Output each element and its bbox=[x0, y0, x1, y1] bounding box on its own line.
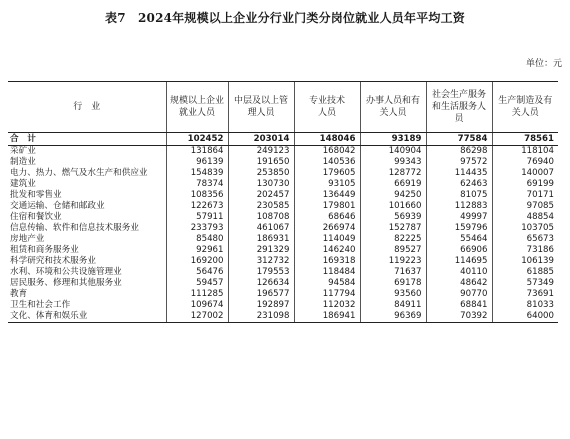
industry-cell: 住宿和餐饮业 bbox=[10, 212, 62, 222]
industry-cell: 科学研究和技术服务业 bbox=[10, 256, 96, 266]
table-row bbox=[8, 267, 558, 278]
technicians-cell: 266974 bbox=[294, 223, 360, 234]
production-workers-cell: 81033 bbox=[492, 300, 558, 311]
clerks-cell: 119223 bbox=[360, 256, 426, 267]
production-workers-cell: 103705 bbox=[492, 223, 558, 234]
production-workers-cell: 70171 bbox=[492, 190, 558, 201]
all-employees-cell: 169200 bbox=[166, 256, 228, 267]
clerks-cell: 99343 bbox=[360, 157, 426, 168]
header-technicians: 专业技术人员 bbox=[294, 82, 360, 133]
all-employees-cell: 92961 bbox=[166, 245, 228, 256]
production-workers-cell: 97085 bbox=[492, 201, 558, 212]
industry-cell: 批发和零售业 bbox=[10, 190, 62, 200]
industry-cell: 租赁和商务服务业 bbox=[10, 245, 79, 255]
industry-cell: 采矿业 bbox=[10, 146, 36, 156]
clerks-cell: 82225 bbox=[360, 234, 426, 245]
header-managers: 中层及以上管理人员 bbox=[228, 82, 294, 133]
table-row bbox=[8, 278, 558, 289]
clerks-cell: 89527 bbox=[360, 245, 426, 256]
header-service-workers: 社会生产服务和生活服务人员 bbox=[426, 82, 492, 133]
managers-cell: 191650 bbox=[228, 157, 294, 168]
production-workers-cell: 73186 bbox=[492, 245, 558, 256]
clerks-cell: 71637 bbox=[360, 267, 426, 278]
all-employees-cell: 108356 bbox=[166, 190, 228, 201]
managers-cell: 196577 bbox=[228, 289, 294, 300]
technicians-cell: 148046 bbox=[294, 133, 360, 146]
industry-cell: 建筑业 bbox=[10, 179, 36, 189]
industry-cell: 文化、体育和娱乐业 bbox=[8, 311, 166, 323]
industry-cell: 居民服务、修理和其他服务业 bbox=[10, 278, 122, 288]
all-employees-cell: 122673 bbox=[166, 201, 228, 212]
table-row bbox=[8, 245, 558, 256]
technicians-cell: 94584 bbox=[294, 278, 360, 289]
technicians-cell: 68646 bbox=[294, 212, 360, 223]
managers-cell: 192897 bbox=[228, 300, 294, 311]
managers-cell: 312732 bbox=[228, 256, 294, 267]
production-workers-cell: 64000 bbox=[492, 311, 558, 323]
production-workers-cell: 69199 bbox=[492, 179, 558, 190]
all-employees-cell: 154839 bbox=[166, 168, 228, 179]
industry-cell: 信息传输、软件和信息技术服务业 bbox=[10, 223, 139, 233]
service-workers-cell: 49997 bbox=[426, 212, 492, 223]
clerks-cell: 84911 bbox=[360, 300, 426, 311]
clerks-cell: 152787 bbox=[360, 223, 426, 234]
header-production-workers: 生产制造及有关人员 bbox=[492, 82, 558, 133]
table-row bbox=[8, 311, 558, 323]
managers-cell: 231098 bbox=[228, 311, 294, 323]
technicians-cell: 117794 bbox=[294, 289, 360, 300]
industry-cell: 水利、环境和公共设施管理业 bbox=[10, 267, 122, 277]
service-workers-cell: 70392 bbox=[426, 311, 492, 323]
technicians-cell: 179605 bbox=[294, 168, 360, 179]
service-workers-cell: 159796 bbox=[426, 223, 492, 234]
table-row bbox=[8, 256, 558, 267]
clerks-cell: 94250 bbox=[360, 190, 426, 201]
production-workers-cell: 106139 bbox=[492, 256, 558, 267]
header-all-employees: 规模以上企业就业人员 bbox=[166, 82, 228, 133]
service-workers-cell: 66906 bbox=[426, 245, 492, 256]
service-workers-cell: 77584 bbox=[426, 133, 492, 146]
unit-label: 单位：元 bbox=[525, 59, 562, 69]
managers-cell: 186931 bbox=[228, 234, 294, 245]
service-workers-cell: 48642 bbox=[426, 278, 492, 289]
technicians-cell: 186941 bbox=[294, 311, 360, 323]
industry-cell: 制造业 bbox=[10, 157, 36, 167]
service-workers-cell: 40110 bbox=[426, 267, 492, 278]
all-employees-cell: 59457 bbox=[166, 278, 228, 289]
technicians-cell: 140536 bbox=[294, 157, 360, 168]
all-employees-cell: 233793 bbox=[166, 223, 228, 234]
technicians-cell: 179801 bbox=[294, 201, 360, 212]
managers-cell: 179553 bbox=[228, 267, 294, 278]
technicians-cell: 118484 bbox=[294, 267, 360, 278]
production-workers-cell: 61885 bbox=[492, 267, 558, 278]
managers-cell: 108708 bbox=[228, 212, 294, 223]
service-workers-cell: 97572 bbox=[426, 157, 492, 168]
production-workers-cell: 78561 bbox=[492, 133, 558, 146]
wage-table bbox=[8, 81, 558, 323]
industry-cell: 房地产业 bbox=[10, 234, 45, 244]
table-title: 表7 2024年规模以上企业分行业门类分岗位就业人员年平均工资 bbox=[105, 11, 465, 25]
all-employees-cell: 56476 bbox=[166, 267, 228, 278]
managers-cell: 461067 bbox=[228, 223, 294, 234]
all-employees-cell: 127002 bbox=[166, 311, 228, 323]
industry-cell: 教育 bbox=[10, 289, 28, 299]
managers-cell: 203014 bbox=[228, 133, 294, 146]
service-workers-cell: 68841 bbox=[426, 300, 492, 311]
all-employees-cell: 102452 bbox=[166, 133, 228, 146]
table-row bbox=[8, 179, 558, 190]
clerks-cell: 56939 bbox=[360, 212, 426, 223]
table-row bbox=[8, 212, 558, 223]
table-row bbox=[8, 289, 558, 300]
clerks-cell: 128772 bbox=[360, 168, 426, 179]
production-workers-cell: 73691 bbox=[492, 289, 558, 300]
industry-cell: 电力、热力、燃气及水生产和供应业 bbox=[10, 168, 148, 178]
managers-cell: 202457 bbox=[228, 190, 294, 201]
service-workers-cell: 81075 bbox=[426, 190, 492, 201]
production-workers-cell: 65673 bbox=[492, 234, 558, 245]
service-workers-cell: 55464 bbox=[426, 234, 492, 245]
service-workers-cell: 114695 bbox=[426, 256, 492, 267]
technicians-cell: 112032 bbox=[294, 300, 360, 311]
technicians-cell: 93105 bbox=[294, 179, 360, 190]
service-workers-cell: 62463 bbox=[426, 179, 492, 190]
managers-cell: 230585 bbox=[228, 201, 294, 212]
all-employees-cell: 111285 bbox=[166, 289, 228, 300]
header-clerks: 办事人员和有关人员 bbox=[360, 82, 426, 133]
table-row bbox=[8, 146, 558, 158]
all-employees-cell: 109674 bbox=[166, 300, 228, 311]
service-workers-cell: 112883 bbox=[426, 201, 492, 212]
service-workers-cell: 114435 bbox=[426, 168, 492, 179]
service-workers-cell: 86298 bbox=[426, 146, 492, 158]
all-employees-cell: 96139 bbox=[166, 157, 228, 168]
table-row bbox=[8, 234, 558, 245]
all-employees-cell: 57911 bbox=[166, 212, 228, 223]
technicians-cell: 136449 bbox=[294, 190, 360, 201]
clerks-cell: 93189 bbox=[360, 133, 426, 146]
all-employees-cell: 78374 bbox=[166, 179, 228, 190]
table-row bbox=[8, 168, 558, 179]
industry-cell: 卫生和社会工作 bbox=[10, 300, 71, 310]
table-row bbox=[8, 300, 558, 311]
total-row bbox=[8, 133, 558, 146]
table-row bbox=[8, 223, 558, 234]
production-workers-cell: 140007 bbox=[492, 168, 558, 179]
clerks-cell: 140904 bbox=[360, 146, 426, 158]
table-row bbox=[8, 201, 558, 212]
managers-cell: 253850 bbox=[228, 168, 294, 179]
table-row bbox=[8, 190, 558, 201]
technicians-cell: 168042 bbox=[294, 146, 360, 158]
managers-cell: 126634 bbox=[228, 278, 294, 289]
managers-cell: 291329 bbox=[228, 245, 294, 256]
production-workers-cell: 76940 bbox=[492, 157, 558, 168]
clerks-cell: 101660 bbox=[360, 201, 426, 212]
service-workers-cell: 90770 bbox=[426, 289, 492, 300]
header-industry: 行 业 bbox=[8, 82, 166, 133]
industry-cell: 交通运输、仓储和邮政业 bbox=[10, 201, 105, 211]
clerks-cell: 69178 bbox=[360, 278, 426, 289]
technicians-cell: 169318 bbox=[294, 256, 360, 267]
clerks-cell: 66919 bbox=[360, 179, 426, 190]
production-workers-cell: 48854 bbox=[492, 212, 558, 223]
technicians-cell: 114049 bbox=[294, 234, 360, 245]
managers-cell: 249123 bbox=[228, 146, 294, 158]
clerks-cell: 93560 bbox=[360, 289, 426, 300]
all-employees-cell: 131864 bbox=[166, 146, 228, 158]
industry-cell: 合 计 bbox=[8, 133, 166, 146]
table-row bbox=[8, 157, 558, 168]
technicians-cell: 146240 bbox=[294, 245, 360, 256]
production-workers-cell: 57349 bbox=[492, 278, 558, 289]
clerks-cell: 96369 bbox=[360, 311, 426, 323]
header-row bbox=[8, 82, 558, 133]
all-employees-cell: 85480 bbox=[166, 234, 228, 245]
managers-cell: 130730 bbox=[228, 179, 294, 190]
production-workers-cell: 118104 bbox=[492, 146, 558, 158]
